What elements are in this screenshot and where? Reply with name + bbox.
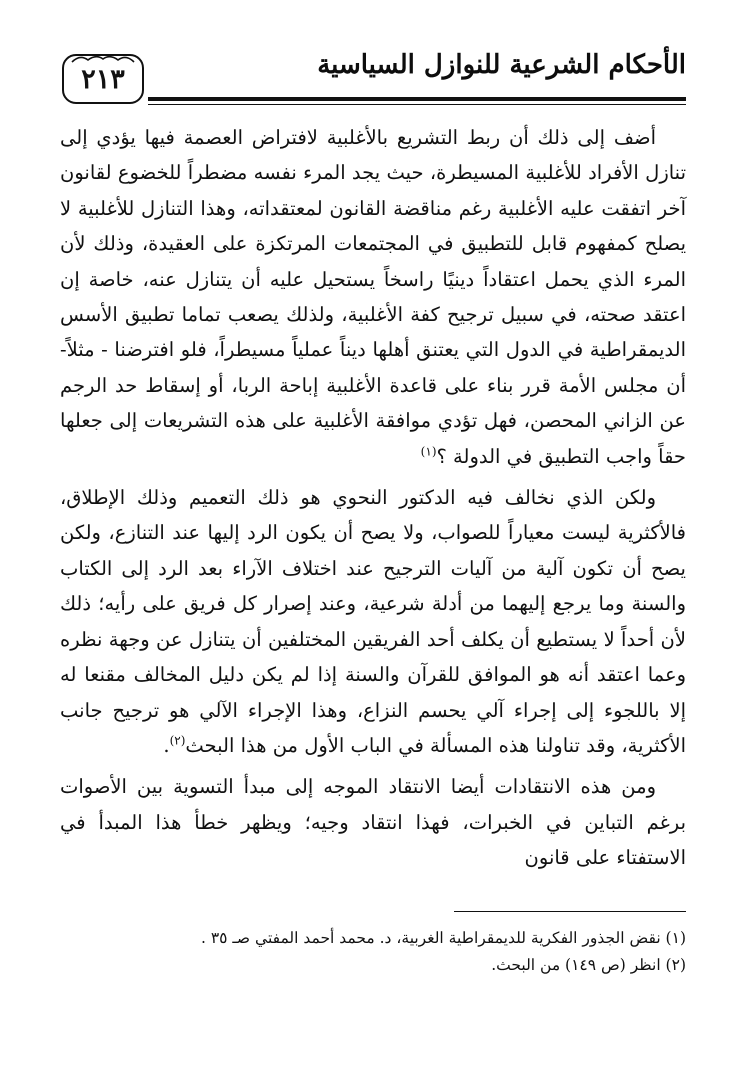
paragraph-text: ولكن الذي نخالف فيه الدكتور النحوي هو ذلك التعميم وذلك الإطلاق، فالأكثرية ليست معياراً للصواب، ولا يصح أن يكون الرد إليها عند التنازع، ولكن يصح أن تكون آلية من آليات الترجيح عند اختلاف الآراء بعد الرد إلى الكتاب والسنة وما يرجع إليهما من أدلة شرعية، وعند إصرار كل فريق على رأيه؛ ذلك لأن أحداً لا يستطيع أن يكلف أحد الفريقين المختلفين أن يتنازل عن وجهة نظره وعما اعتقد أنه هو الموافق للقرآن والسنة إذا لم يكن دليل المخالف مقنعا له إلا باللجوء إلى إجراء آلي يحسم النزاع، وهذا الإجراء الآلي هو ترجيح جانب الأكثرية، وقد تناولنا هذه المسألة في الباب الأول من هذا البحث: [60, 486, 686, 757]
paragraph-text: أضف إلى ذلك أن ربط التشريع بالأغلبية لافتراض العصمة فيها يؤدي إلى تنازل الأفراد للأغلبية المسيطرة، حيث يجد المرء نفسه مضطراً للخضوع لقانون آخر اتفقت عليه الأغلبية رغم مناقضة القانون لمعتقداته، وهذا التنازل للأغلبية لا يصلح كمفهوم قابل للتطبيق في المجتمعات المرتكزة على العقيدة، وذلك لأن المرء الذي يحمل اعتقاداً دينيًا راسخاً يستحيل عليه أن يتنازل عنه، خاصة إن اعتقد صحته، في سبيل ترجيح كفة الأغلبية، ولذلك يصعب تماما تطبيق الأسس الديمقراطية في الدول التي يعتنق أهلها ديناً عملياً مسيطراً، فلو افترضنا - مثلاً- أن مجلس الأمة قرر بناء على قاعدة الأغلبية إباحة الربا، أو إسقاط حد الرجم عن الزاني المحصن، فهل تؤدي موافقة الأغلبية على هذه التشريعات إلى جعلها حقاً واجب التطبيق في الدولة ؟: [60, 126, 686, 468]
paragraph-tail: .: [163, 733, 170, 757]
footnote-1: (١) نقض الجذور الفكرية للديمقراطية الغربية، د. محمد أحمد المفتي صـ ٣٥ .: [200, 929, 686, 947]
header-rule-thin: [148, 104, 686, 105]
footnote-ref[interactable]: (٢): [169, 733, 186, 748]
running-title: الأحكام الشرعية للنوازل السياسية: [317, 50, 686, 80]
paragraph-3: [60, 769, 686, 875]
page-number-frame: [62, 54, 144, 104]
page-number: ٢١٣: [81, 63, 125, 95]
footnotes: [60, 925, 686, 979]
running-header: [62, 44, 686, 108]
main-text: [60, 120, 686, 876]
footnote-separator: [454, 911, 686, 912]
header-rule-thick: [148, 97, 686, 101]
paragraph-2: [60, 480, 686, 763]
paragraph-1: [60, 120, 686, 474]
footnote-2: (٢) انظر (ص ١٤٩) من البحث.: [491, 956, 686, 974]
ornament-icon: [70, 54, 136, 64]
footnote-ref[interactable]: (١): [420, 444, 437, 459]
paragraph-text: ومن هذه الانتقادات أيضا الانتقاد الموجه إلى مبدأ التسوية بين الأصوات برغم التباين في الخبرات، فهذا انتقاد وجيه؛ ويظهر خطأ هذا المبدأ في الاستفتاء على قانون: [60, 775, 686, 870]
